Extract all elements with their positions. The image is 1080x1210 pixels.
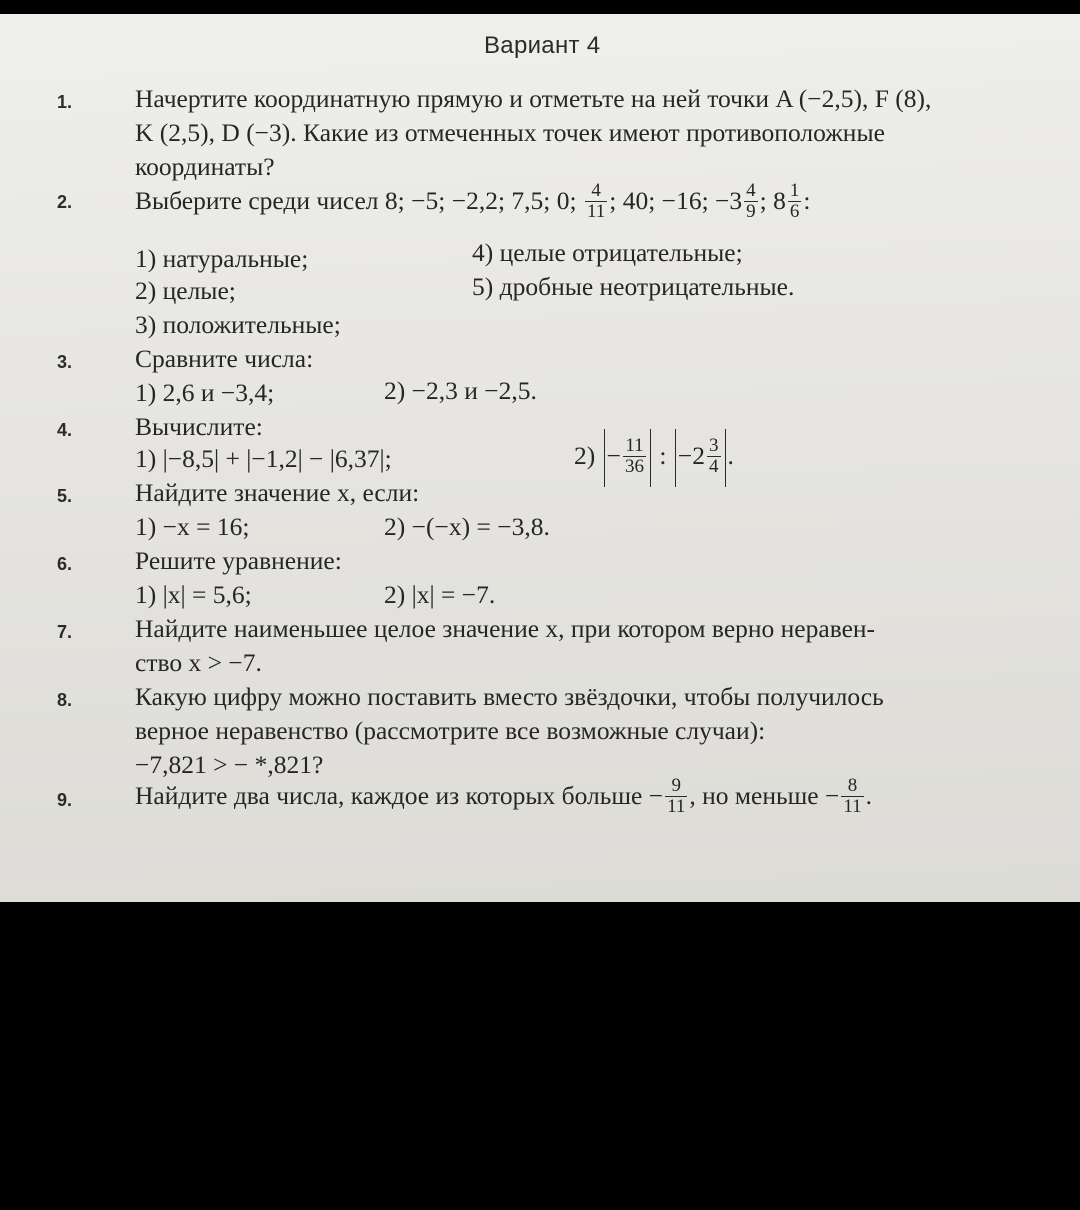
task-2-numbers-mid: ; 40; −16; −3 xyxy=(609,186,743,215)
task-9-end: . xyxy=(865,781,873,810)
task-1-number: 1. xyxy=(57,92,73,112)
abs-bar xyxy=(725,429,726,487)
task-1-line-1: Начертите координатную прямую и отметьте на ней точки A (−2,5), F (8), xyxy=(135,84,932,113)
fraction-numerator: 4 xyxy=(746,180,756,202)
fraction-numerator: 11 xyxy=(623,436,646,456)
task-9-number: 9. xyxy=(57,790,73,810)
task-7-line-1: Найдите наименьшее целое значение x, при котором верно неравен- xyxy=(135,614,876,643)
task-1-line-2: K (2,5), D (−3). Какие из отмеченных точек имеют противоположные xyxy=(135,118,885,147)
task-4-heading: Вычислите: xyxy=(135,412,263,441)
fraction-numerator: 1 xyxy=(789,180,800,202)
division-colon: : xyxy=(659,441,667,470)
fraction-numerator: 8 xyxy=(841,776,863,796)
task-2-option-1: 1) натуральные; xyxy=(135,244,309,273)
fraction-3-4 xyxy=(707,436,721,476)
fraction-denominator: 9 xyxy=(746,200,756,222)
minus-sign: − xyxy=(606,441,622,470)
task-3-number: 3. xyxy=(57,352,73,372)
fraction-denominator: 4 xyxy=(709,455,719,477)
end-dot: . xyxy=(727,441,734,470)
task-3-heading: Сравните числа: xyxy=(135,344,314,373)
fraction-denominator: 36 xyxy=(625,455,645,477)
fraction-numerator: 3 xyxy=(709,435,719,457)
task-5-item-2: 2) −(−x) = −3,8. xyxy=(384,512,550,541)
task-6-item-1: 1) |x| = 5,6; xyxy=(135,580,252,609)
task-9-prompt: Найдите два числа, каждое из которых больше − xyxy=(135,781,664,810)
fraction-numerator: 9 xyxy=(665,776,687,796)
fraction-8-11 xyxy=(841,776,863,816)
fraction-1-6 xyxy=(788,181,802,221)
variant-title: Вариант 4 xyxy=(484,32,601,59)
task-5-number: 5. xyxy=(57,486,73,506)
task-2-option-5: 5) дробные неотрицательные. xyxy=(472,272,795,301)
task-4-number: 4. xyxy=(57,420,73,440)
fraction-denominator: 11 xyxy=(586,200,606,222)
abs-bar xyxy=(675,429,676,487)
worksheet-page xyxy=(0,14,1080,902)
fraction-numerator: 4 xyxy=(585,181,607,201)
task-8-line-1: Какую цифру можно поставить вместо звёздочки, чтобы получилось xyxy=(135,682,884,711)
fraction-9-11 xyxy=(665,776,687,816)
task-2-line-1 xyxy=(135,176,810,226)
task-9-middle: , но меньше − xyxy=(689,781,840,810)
fraction-denominator: 11 xyxy=(667,795,686,817)
abs-bar xyxy=(604,429,605,487)
task-4-item-1: 1) |−8,5| + |−1,2| − |6,37|; xyxy=(135,444,392,473)
task-4-item-2-label: 2) xyxy=(574,441,596,470)
task-2-colon: : xyxy=(803,186,811,215)
task-2-prompt: Выберите среди чисел 8; −5; −2,2; 7,5; 0; xyxy=(135,186,577,215)
task-6-heading: Решите уравнение: xyxy=(135,546,342,575)
fraction-4-9 xyxy=(744,181,758,221)
abs-bar xyxy=(650,429,651,487)
black-background-area xyxy=(0,902,1080,1210)
task-7-line-2: ство x > −7. xyxy=(135,648,262,677)
task-2-option-2: 2) целые; xyxy=(135,276,236,305)
fraction-4-11 xyxy=(585,181,607,221)
task-3-item-2: 2) −2,3 и −2,5. xyxy=(384,376,537,405)
task-8-number: 8. xyxy=(57,690,73,710)
task-6-item-2: 2) |x| = −7. xyxy=(384,580,496,609)
task-8-line-2: верное неравенство (рассмотрите все возможные случаи): xyxy=(135,716,766,745)
fraction-11-36 xyxy=(623,436,646,476)
mixed-whole: −2 xyxy=(677,441,705,470)
task-1-line-3: координаты? xyxy=(135,152,275,181)
fraction-denominator: 6 xyxy=(789,200,800,222)
task-2-number: 2. xyxy=(57,192,73,212)
task-9-line-1 xyxy=(135,766,872,826)
task-6-number: 6. xyxy=(57,554,73,574)
task-2-numbers-sep: ; 8 xyxy=(759,186,786,215)
task-7-number: 7. xyxy=(57,622,73,642)
task-3-item-1: 1) 2,6 и −3,4; xyxy=(135,378,275,407)
task-2-option-4: 4) целые отрицательные; xyxy=(472,238,743,267)
task-5-heading: Найдите значение x, если: xyxy=(135,478,420,507)
task-2-option-3: 3) положительные; xyxy=(135,310,341,339)
task-5-item-1: 1) −x = 16; xyxy=(135,512,250,541)
task-4-item-2 xyxy=(574,426,734,487)
fraction-denominator: 11 xyxy=(843,795,862,817)
task-8-line-3: −7,821 > − *,821? xyxy=(135,750,324,779)
